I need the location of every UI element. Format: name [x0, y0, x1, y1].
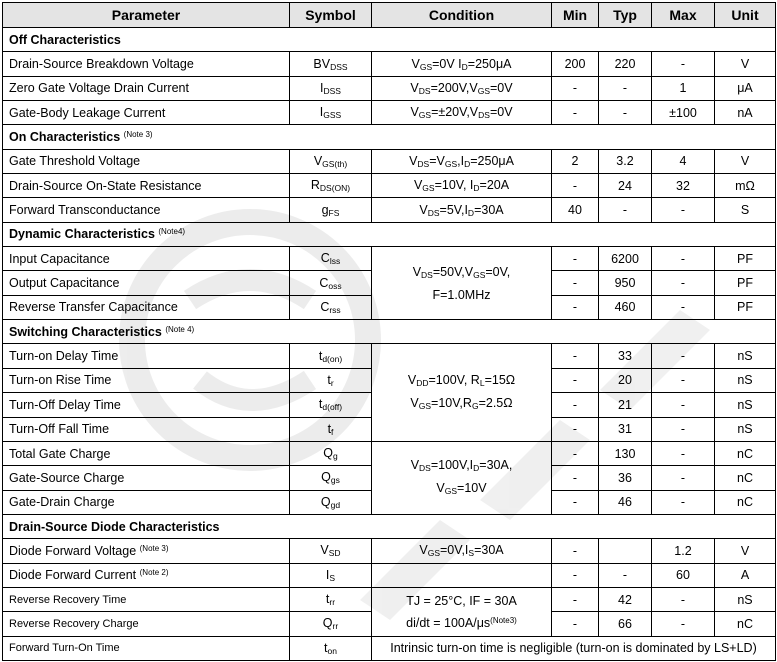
- condition-cell: $V_{GS}=10V$, $I_D=20A$: [372, 174, 552, 198]
- symbol-cell: $V_{SD}$: [290, 539, 372, 563]
- min-cell: -: [552, 368, 599, 392]
- unit-cell: nA: [715, 101, 776, 125]
- condition-cell: TJ = 25°C, IF = 30A $di/dt = 100A/\mu s^{(Note3)}$: [372, 587, 552, 636]
- section-off-title: Off Characteristics: [3, 28, 776, 52]
- table-row: [3, 101, 776, 125]
- symbol-cell: $t_{d(off)}$: [290, 393, 372, 417]
- min-cell: -: [552, 76, 599, 100]
- max-cell: -: [652, 295, 715, 319]
- unit-cell: V: [715, 149, 776, 173]
- min-cell: -: [552, 587, 599, 611]
- parameter-cell: Input Capacitance: [3, 247, 290, 271]
- header-min: Min: [552, 3, 599, 28]
- note-ref: (Note 3): [139, 543, 169, 553]
- header-typ: Typ: [599, 3, 652, 28]
- symbol-cell: $g_{FS}$: [290, 198, 372, 222]
- symbol-cell: $BV_{DSS}$: [290, 52, 372, 76]
- header-symbol: Symbol: [290, 3, 372, 28]
- parameter-cell: Diode Forward Current $^{(Note 2)}$: [3, 563, 290, 587]
- header-parameter: Parameter: [3, 3, 290, 28]
- condition-cell: $V_{DS}=V_{GS},I_D=250\mu A$: [372, 149, 552, 173]
- parameter-cell: Gate Threshold Voltage: [3, 149, 290, 173]
- unit-cell: V: [715, 52, 776, 76]
- parameter-cell: Reverse Recovery Time: [3, 587, 290, 611]
- min-cell: -: [552, 539, 599, 563]
- typ-cell: 20: [599, 368, 652, 392]
- symbol-cell: $V_{GS(th)}$: [290, 149, 372, 173]
- condition-cell: $V_{GS}=0V,I_S=30A$: [372, 539, 552, 563]
- parameter-cell: Diode Forward Voltage $^{(Note 3)}$: [3, 539, 290, 563]
- symbol-cell: $Q_{gd}$: [290, 490, 372, 514]
- condition-cell: $V_{GS}=\pm 20V,V_{DS}=0V$: [372, 101, 552, 125]
- min-cell: -: [552, 174, 599, 198]
- min-cell: 200: [552, 52, 599, 76]
- symbol-cell: $t_{d(on)}$: [290, 344, 372, 368]
- max-cell: 60: [652, 563, 715, 587]
- typ-cell: 3.2: [599, 149, 652, 173]
- section-switching-title: Switching Characteristics $^{(Note 4)}$: [3, 320, 776, 344]
- min-cell: -: [552, 490, 599, 514]
- parameter-cell: Zero Gate Voltage Drain Current: [3, 76, 290, 100]
- condition-cell: $V_{DD}=100V$, $R_L=15\Omega$ $V_{GS}=10V,R_G=2.5\Omega$: [372, 344, 552, 441]
- max-cell: 1: [652, 76, 715, 100]
- characteristics-table: [2, 2, 776, 661]
- table-row: [3, 149, 776, 173]
- typ-cell: -: [599, 101, 652, 125]
- symbol-cell: $I_S$: [290, 563, 372, 587]
- typ-cell: 950: [599, 271, 652, 295]
- section-row: [3, 514, 776, 538]
- section-row: [3, 222, 776, 246]
- symbol-cell: $R_{DS(ON)}$: [290, 174, 372, 198]
- min-cell: -: [552, 612, 599, 636]
- table-row: [3, 539, 776, 563]
- unit-cell: nC: [715, 466, 776, 490]
- unit-cell: nS: [715, 393, 776, 417]
- symbol-cell: $I_{GSS}$: [290, 101, 372, 125]
- typ-cell: 21: [599, 393, 652, 417]
- parameter-cell: Forward Transconductance: [3, 198, 290, 222]
- max-cell: -: [652, 612, 715, 636]
- header-max: Max: [652, 3, 715, 28]
- unit-cell: nC: [715, 441, 776, 465]
- parameter-cell: Turn-Off Fall Time: [3, 417, 290, 441]
- note-ref: (Note 3): [123, 130, 153, 140]
- condition-cell: $V_{DS}=50V,V_{GS}=0V$, F=1.0MHz: [372, 247, 552, 320]
- note-ref: (Note 4): [165, 324, 195, 334]
- symbol-cell: $t_{rr}$: [290, 587, 372, 611]
- unit-cell: PF: [715, 271, 776, 295]
- typ-cell: 220: [599, 52, 652, 76]
- max-cell: 4: [652, 149, 715, 173]
- max-cell: -: [652, 417, 715, 441]
- header-unit: Unit: [715, 3, 776, 28]
- parameter-cell: Drain-Source On-State Resistance: [3, 174, 290, 198]
- typ-cell: 33: [599, 344, 652, 368]
- min-cell: 40: [552, 198, 599, 222]
- section-row: [3, 320, 776, 344]
- max-cell: -: [652, 368, 715, 392]
- unit-cell: A: [715, 563, 776, 587]
- parameter-cell: Turn-on Rise Time: [3, 368, 290, 392]
- condition-cell: Intrinsic turn-on time is negligible (turn-on is dominated by LS+LD): [372, 636, 776, 660]
- unit-cell: V: [715, 539, 776, 563]
- typ-cell: 36: [599, 466, 652, 490]
- symbol-cell: $C_{rss}$: [290, 295, 372, 319]
- unit-cell: PF: [715, 247, 776, 271]
- max-cell: 1.2: [652, 539, 715, 563]
- note-ref: (Note4): [158, 227, 186, 237]
- parameter-cell: Gate-Body Leakage Current: [3, 101, 290, 125]
- section-row: [3, 125, 776, 149]
- table-row: [3, 247, 776, 271]
- parameter-cell: Output Capacitance: [3, 271, 290, 295]
- symbol-cell: $Q_{rr}$: [290, 612, 372, 636]
- max-cell: -: [652, 271, 715, 295]
- min-cell: 2: [552, 149, 599, 173]
- min-cell: -: [552, 441, 599, 465]
- symbol-cell: $t_{on}$: [290, 636, 372, 660]
- unit-cell: μA: [715, 76, 776, 100]
- max-cell: -: [652, 52, 715, 76]
- parameter-cell: Reverse Recovery Charge: [3, 612, 290, 636]
- symbol-cell: $t_f$: [290, 417, 372, 441]
- unit-cell: nC: [715, 490, 776, 514]
- symbol-cell: $C_{lss}$: [290, 247, 372, 271]
- max-cell: -: [652, 344, 715, 368]
- typ-cell: 130: [599, 441, 652, 465]
- min-cell: -: [552, 271, 599, 295]
- section-dynamic-title: Dynamic Characteristics $^{(Note4)}$: [3, 222, 776, 246]
- parameter-cell: Gate-Source Charge: [3, 466, 290, 490]
- condition-cell: $V_{DS}=100V,I_D=30A$, $V_{GS}=10V$: [372, 441, 552, 514]
- typ-cell: -: [599, 76, 652, 100]
- min-cell: -: [552, 295, 599, 319]
- typ-cell: 6200: [599, 247, 652, 271]
- max-cell: -: [652, 198, 715, 222]
- symbol-cell: $Q_{gs}$: [290, 466, 372, 490]
- symbol-cell: $t_r$: [290, 368, 372, 392]
- max-cell: -: [652, 587, 715, 611]
- symbol-cell: $C_{oss}$: [290, 271, 372, 295]
- condition-cell: [372, 563, 552, 587]
- condition-cell: $V_{DS}=200V,V_{GS}=0V$: [372, 76, 552, 100]
- unit-cell: mΩ: [715, 174, 776, 198]
- typ-cell: 31: [599, 417, 652, 441]
- typ-cell: 66: [599, 612, 652, 636]
- min-cell: -: [552, 344, 599, 368]
- parameter-cell: Forward Turn-On Time: [3, 636, 290, 660]
- unit-cell: nC: [715, 612, 776, 636]
- max-cell: -: [652, 441, 715, 465]
- parameter-cell: Reverse Transfer Capacitance: [3, 295, 290, 319]
- unit-cell: S: [715, 198, 776, 222]
- section-row: [3, 28, 776, 52]
- typ-cell: 460: [599, 295, 652, 319]
- typ-cell: 42: [599, 587, 652, 611]
- parameter-cell: Total Gate Charge: [3, 441, 290, 465]
- min-cell: -: [552, 393, 599, 417]
- min-cell: -: [552, 247, 599, 271]
- table-row: [3, 441, 776, 465]
- parameter-cell: Turn-Off Delay Time: [3, 393, 290, 417]
- max-cell: -: [652, 466, 715, 490]
- min-cell: -: [552, 101, 599, 125]
- min-cell: -: [552, 466, 599, 490]
- max-cell: -: [652, 490, 715, 514]
- max-cell: -: [652, 393, 715, 417]
- max-cell: -: [652, 247, 715, 271]
- symbol-cell: $I_{DSS}$: [290, 76, 372, 100]
- table-row: [3, 587, 776, 611]
- typ-cell: [599, 539, 652, 563]
- unit-cell: nS: [715, 344, 776, 368]
- typ-cell: 24: [599, 174, 652, 198]
- condition-cell: $V_{GS}=0V$ $I_D=250\mu A$: [372, 52, 552, 76]
- table-row: [3, 344, 776, 368]
- table-row: [3, 563, 776, 587]
- symbol-cell: $Q_g$: [290, 441, 372, 465]
- unit-cell: PF: [715, 295, 776, 319]
- max-cell: 32: [652, 174, 715, 198]
- parameter-cell: Drain-Source Breakdown Voltage: [3, 52, 290, 76]
- table-row: [3, 52, 776, 76]
- min-cell: -: [552, 563, 599, 587]
- table-row: [3, 76, 776, 100]
- table-row: [3, 198, 776, 222]
- typ-cell: -: [599, 563, 652, 587]
- unit-cell: nS: [715, 417, 776, 441]
- section-diode-title: Drain-Source Diode Characteristics: [3, 514, 776, 538]
- max-cell: ±100: [652, 101, 715, 125]
- parameter-cell: Gate-Drain Charge: [3, 490, 290, 514]
- header-row: [3, 3, 776, 28]
- header-condition: Condition: [372, 3, 552, 28]
- unit-cell: nS: [715, 368, 776, 392]
- section-on-title: On Characteristics $^{(Note 3)}$: [3, 125, 776, 149]
- table-row: [3, 174, 776, 198]
- parameter-cell: Turn-on Delay Time: [3, 344, 290, 368]
- table-row: [3, 636, 776, 660]
- min-cell: -: [552, 417, 599, 441]
- typ-cell: 46: [599, 490, 652, 514]
- typ-cell: -: [599, 198, 652, 222]
- condition-cell: $V_{DS}=5V,I_D=30A$: [372, 198, 552, 222]
- unit-cell: nS: [715, 587, 776, 611]
- note-ref: (Note 2): [139, 568, 169, 578]
